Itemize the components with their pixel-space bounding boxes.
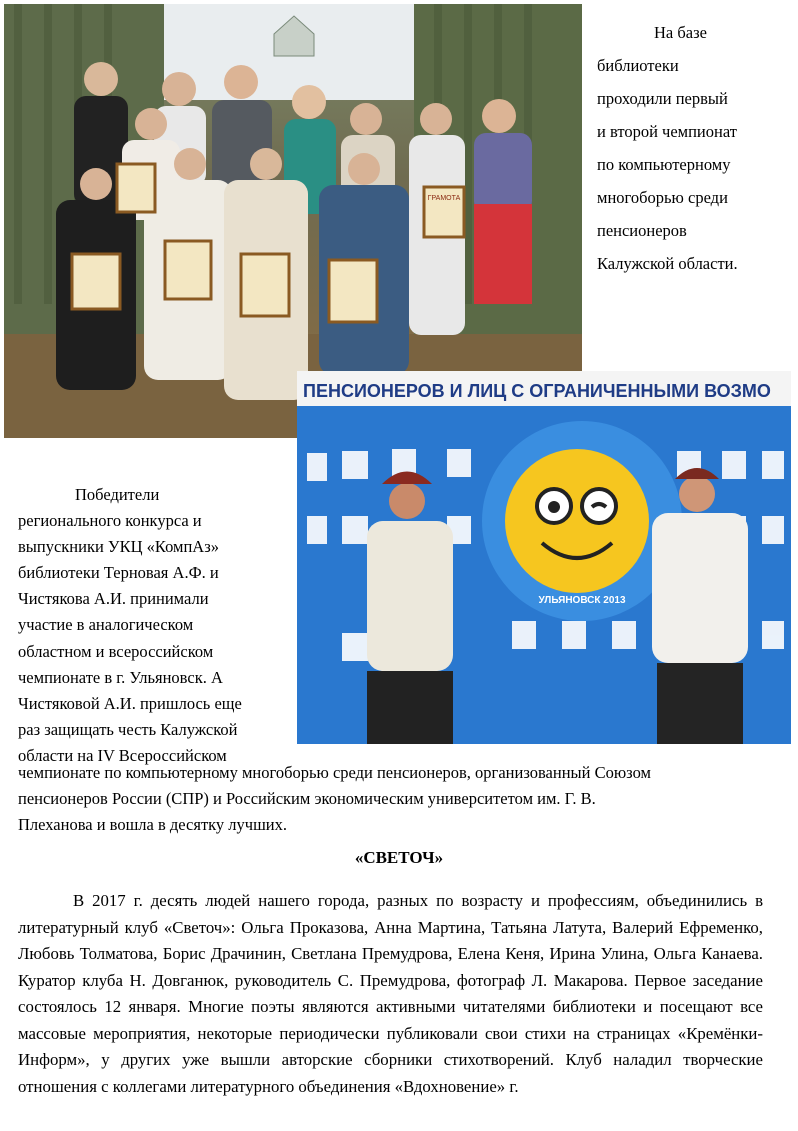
banner-text: ПЕНСИОНЕРОВ И ЛИЦ С ОГРАНИЧЕННЫМИ ВОЗМО bbox=[303, 381, 771, 401]
text-line: Плеханова и вошла в десятку лучших. bbox=[18, 815, 288, 834]
text-line: чемпионате по компьютерному многоборью среди пенсионеров, организованный Союзом bbox=[18, 763, 651, 782]
svetoch-paragraph: В 2017 г. десять людей нашего города, разных по возрасту и профессиям, объединились в литературный клуб «Светоч»: Ольга Проказова, Анна Мартина, Татьяна Латута, Валерий Ефременко, Любовь Толматова, Борис Драчинин, Светлана Премудрова, Елена Кеня, Ирина Улина, Ольга Канаева. Куратор клуба Н. Довганюк, руководитель С. Премудрова, фотограф Л. Макарова. Первое заседание состоялось 12 января. Многие поэты являются активными читателями библиотеки и посещают все массовые мероприятия, некоторые периодически публиковали свои стихи на страницах «Кремёнки-Информ», у других уже вышли авторские сборники стихотворений. Клуб наладил творческие отношения с коллегами литературного объединения «Вдохновение» г. bbox=[18, 891, 763, 1096]
text-line: На базе bbox=[654, 23, 707, 42]
text-line: пенсионеров России (СПР) и Российским экономическим университетом им. Г. В. bbox=[18, 789, 596, 808]
text-line: регионального конкурса и bbox=[18, 511, 202, 531]
winners-paragraph bbox=[18, 482, 288, 769]
text-line: многоборью среди bbox=[597, 188, 728, 207]
text-line: чемпионате в г. Ульяновск. А bbox=[18, 667, 223, 687]
text-line: Победители bbox=[75, 485, 160, 504]
text-line: по компьютерному bbox=[597, 155, 731, 174]
text-line: библиотеки Терновая А.Ф. и bbox=[18, 563, 219, 583]
text-line: области на IV Всероссийском bbox=[18, 745, 227, 765]
text-line: областном и всероссийском bbox=[18, 641, 214, 661]
text-line: пенсионеров bbox=[597, 221, 687, 240]
text-line: выпускники УКЦ «КомпАз» bbox=[18, 537, 219, 557]
championship-photo bbox=[297, 371, 791, 744]
text-line: проходили первый bbox=[597, 89, 728, 108]
text-line: библиотеки bbox=[597, 56, 679, 75]
certificate-label: ГРАМОТА bbox=[427, 195, 461, 202]
intro-paragraph bbox=[597, 16, 777, 280]
text-line: участие в аналогическом bbox=[18, 615, 194, 635]
winners-paragraph-continued bbox=[18, 760, 778, 838]
city-label: УЛЬЯНОВСК 2013 bbox=[538, 595, 626, 606]
text-line: Калужской области. bbox=[597, 254, 738, 273]
text-line: раз защищать честь Калужской bbox=[18, 719, 238, 739]
text-line: Чистякова А.И. принимали bbox=[18, 589, 209, 609]
section-title: «СВЕТОЧ» bbox=[354, 848, 444, 867]
text-line: Чистяковой А.И. пришлось еще bbox=[18, 693, 242, 713]
text-line: и второй чемпионат bbox=[597, 122, 737, 141]
